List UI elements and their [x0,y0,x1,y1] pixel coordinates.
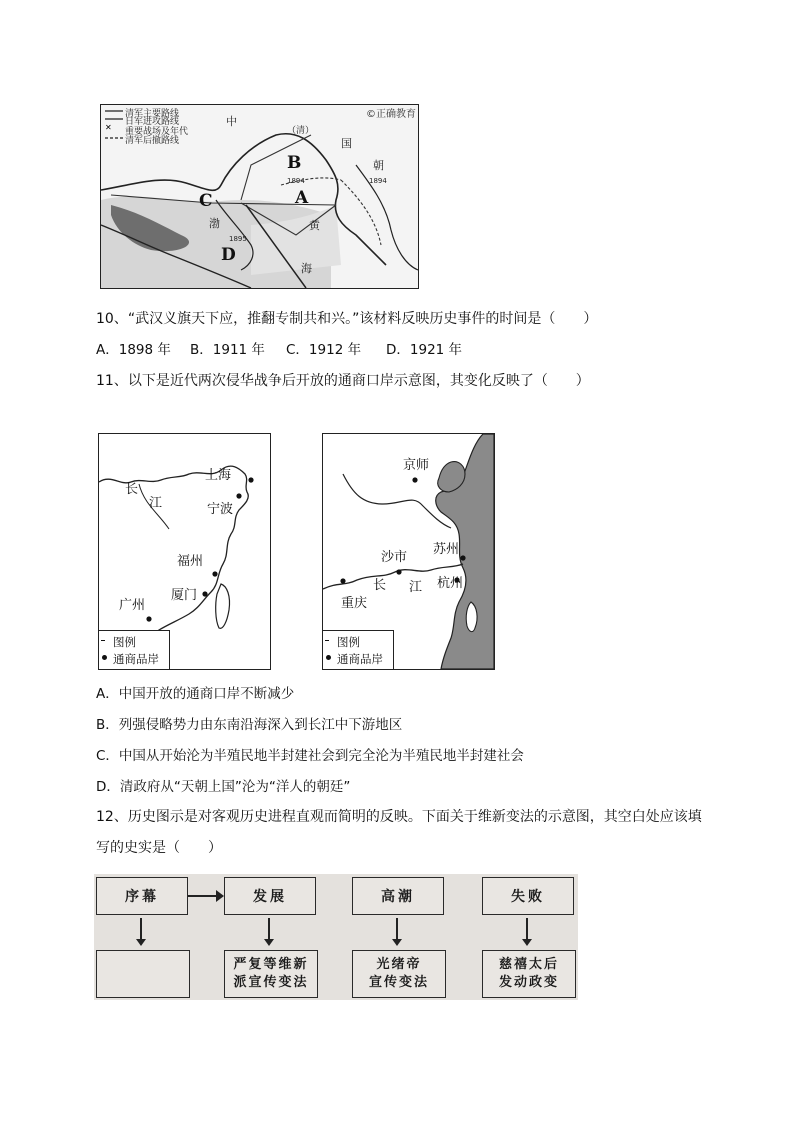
detail-line: 发动政变 [498,975,559,990]
region-label-hai: 海 [301,262,312,275]
arrow-down-line-4 [526,918,528,940]
legend-line-3: 重要战场及年代 [125,127,189,137]
city-jingshi: 京师 [403,458,430,473]
city-guangzhou: 广州 [119,598,146,613]
detail-line: 派宣传变法 [233,975,309,990]
question-11-stem: 11、以下是近代两次侵华战争后开放的通商口岸示意图，其变化反映了（ ） [96,373,590,389]
map-legend [99,630,170,669]
year-mark-1: 1894 [287,177,305,185]
river-chang: 长 [373,578,387,593]
city-hangzhou: 杭州 [437,576,464,591]
legend-item: 通商品岸 [113,652,159,666]
ports-map-second-war [322,433,495,670]
port-dot-icon [326,655,331,660]
map-legend [323,630,394,669]
legend-line-1: 清军主要路线 [125,109,180,119]
arrow-down-line-2 [268,918,270,940]
legend-item: 通商品岸 [337,652,383,666]
detail-line: 宣传变法 [368,975,429,990]
region-label-huang: 黄 [309,219,320,232]
arrow-down-icon-1 [136,939,146,946]
ports-map-first-war [98,433,271,670]
label-A: A [295,188,309,208]
year-mark-2: 1894 [369,177,387,185]
q10-option-d[interactable]: D．1921 年 [386,342,463,358]
region-label-bo: 渤 [209,217,220,230]
year-mark-3: 1895 [229,235,247,243]
stage-climax: 高潮 [352,877,444,915]
detail-line: 光绪帝 [376,957,422,972]
city-xiamen: 厦门 [171,588,198,603]
arrow-down-line-3 [396,918,398,940]
region-label-zhong: 中 [226,115,237,128]
q11-option-c[interactable]: C．中国从开始沦为半殖民地半封建社会到完全沦为半殖民地半封建社会 [96,748,524,764]
arrow-down-icon-3 [392,939,402,946]
stage-prelude: 序幕 [96,877,188,915]
label-B: B [287,153,302,173]
city-fuzhou: 福州 [177,554,204,569]
arrow-down-line-1 [140,918,142,940]
river-jiang: 江 [409,580,423,595]
river-chang: 长 [125,482,139,497]
legend-line-4: 清军后撤路线 [125,136,180,146]
port-dot-icon [102,655,107,660]
city-chongqing: 重庆 [341,596,368,611]
q10-option-c[interactable]: C．1912 年 [286,342,362,358]
q10-option-b[interactable]: B．1911 年 [190,342,265,358]
detail-climax [352,950,446,998]
label-C: C [199,191,213,211]
arrow-right-line [188,895,218,897]
legend-line-2: 日军进攻路线 [125,117,180,127]
detail-development [224,950,318,998]
city-suzhou: 苏州 [433,542,460,557]
q11-option-d[interactable]: D．清政府从“天朝上国”沦为“洋人的朝廷” [96,779,351,795]
legend-title: 图例 [113,635,136,649]
question-12-stem-line-1: 12、历史图示是对客观历史进程直观而简明的反映。下面关于维新变法的示意图，其空白处应该填 [96,809,702,825]
stage-development: 发展 [224,877,316,915]
svg-text:✕: ✕ [105,123,112,132]
stage-failure: 失败 [482,877,574,915]
detail-line: 严复等维新 [233,957,309,972]
city-shashi: 沙市 [381,550,408,565]
arrow-down-icon-2 [264,939,274,946]
detail-failure [482,950,576,998]
question-10-stem: 10、“武汉义旗天下应，推翻专制共和兴。”该材料反映历史事件的时间是（ ） [96,311,598,327]
q10-option-a[interactable]: A．1898 年 [96,342,171,358]
label-D: D [221,245,236,265]
river-jiang: 江 [149,496,163,511]
blank-answer-box[interactable] [96,950,190,998]
legend-title: 图例 [337,635,360,649]
arrow-down-icon-4 [522,939,532,946]
question-12-stem-line-2: 写的史实是（ ） [96,840,222,856]
region-label-chao: 朝 [373,159,384,172]
city-shanghai: 上海 [205,468,232,483]
reform-flow-diagram [94,874,578,1000]
q11-option-a[interactable]: A．中国开放的通商口岸不断减少 [96,686,295,702]
city-ningbo: 宁波 [207,502,234,517]
region-label-guo: 国 [341,137,352,150]
war-route-map [100,104,419,289]
watermark: ©正确教育 [366,109,416,120]
arrow-right-icon [216,890,224,902]
q11-option-b[interactable]: B．列强侵略势力由东南沿海深入到长江中下游地区 [96,717,403,733]
detail-line: 慈禧太后 [498,957,559,972]
region-label-qing: （清） [287,126,315,136]
